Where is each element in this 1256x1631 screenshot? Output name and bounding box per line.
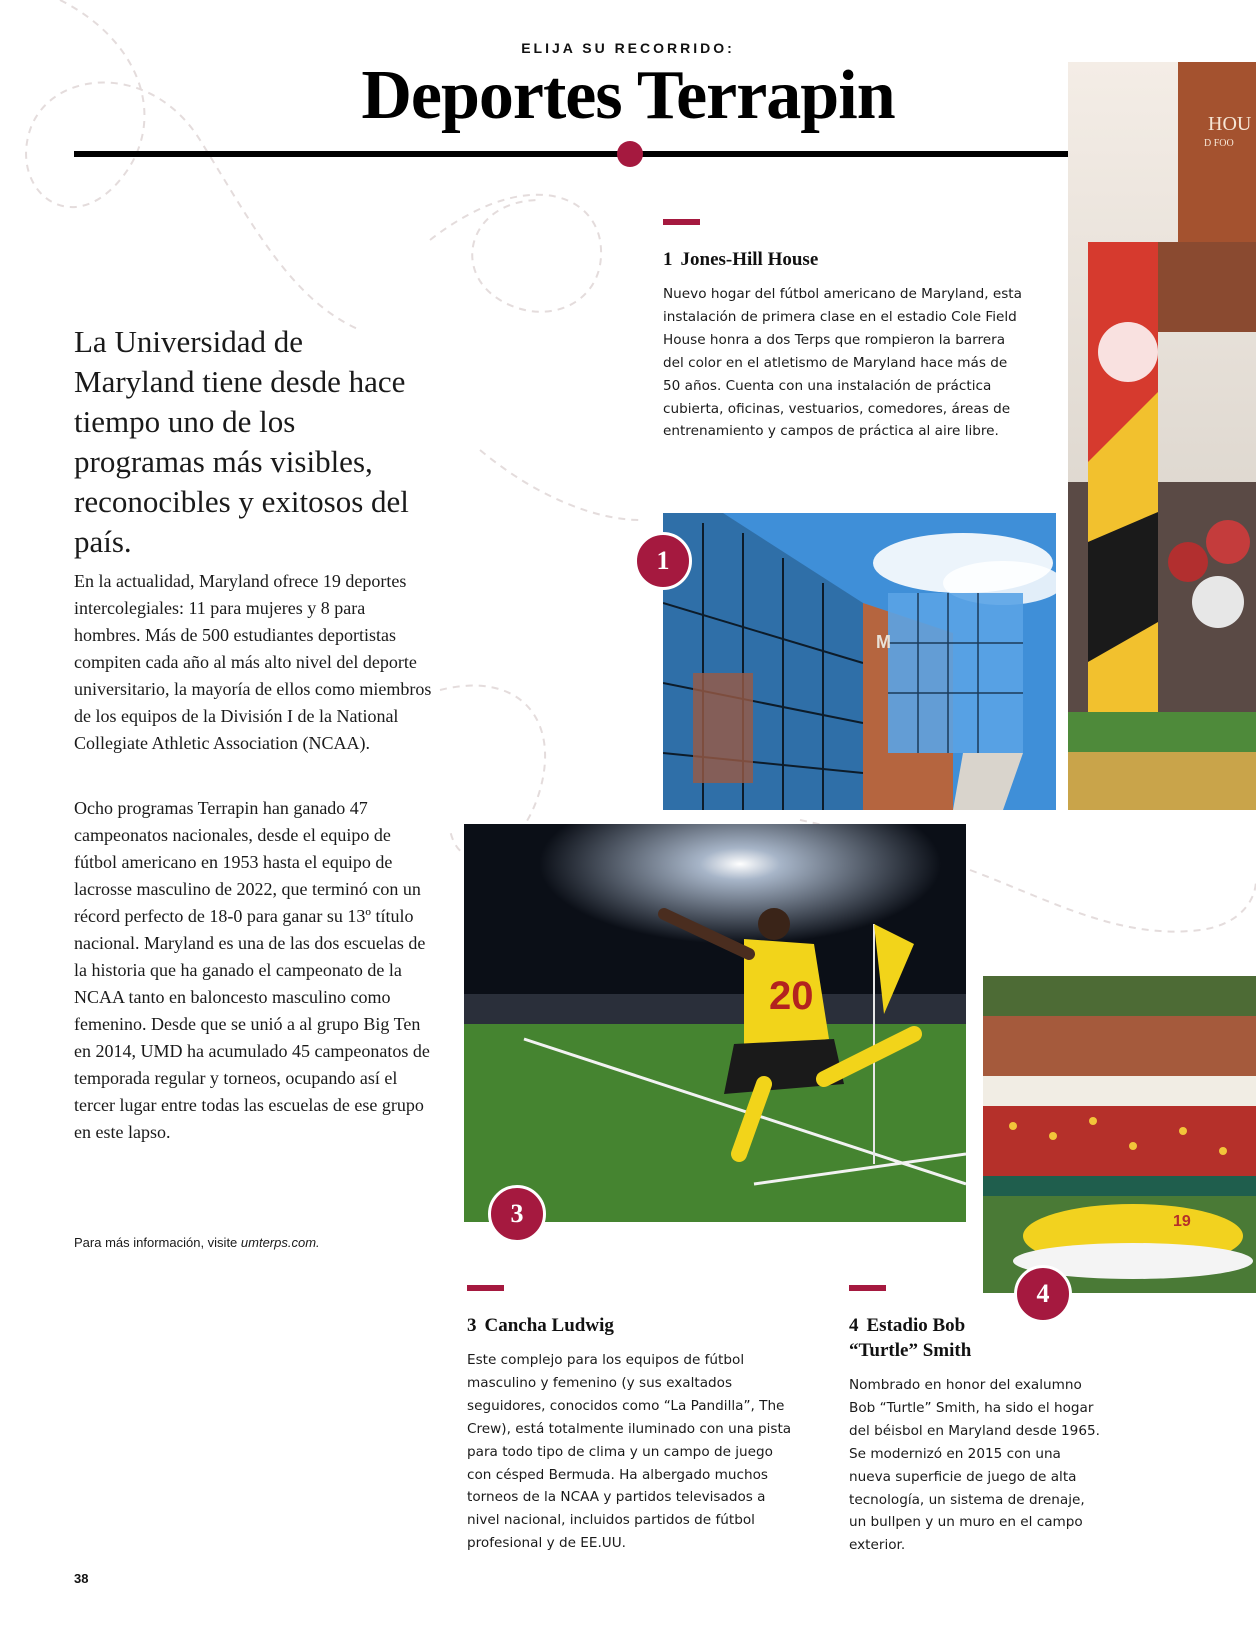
section-4-accent: [849, 1285, 886, 1291]
stadium-sign-text: HOU: [1208, 113, 1252, 135]
more-info-link[interactable]: umterps.com.: [240, 1235, 320, 1250]
intro-lead: La Universidad de Maryland tiene desde hace tiempo uno de los programas más visibles, reconocibles y exitosos del país.: [74, 324, 409, 559]
section-1-title: [663, 247, 1023, 272]
page-number: 38: [74, 1571, 89, 1586]
title-rule-dot: [617, 141, 643, 167]
section-3-name: Cancha Ludwig: [484, 1315, 614, 1336]
baseball-stadium-illustration: [983, 976, 1256, 1293]
section-3-accent: [467, 1285, 504, 1291]
ludwig-field-illustration: [464, 824, 966, 1222]
intro-paragraph-1: En la actualidad, Maryland ofrece 19 deportes intercolegiales: 11 para mujeres y 8 para hombres. Más de 500 estudiantes deportistas compiten cada año al más alto nivel del deporte universitario, la mayoría de ellos como miembros de los equipos de la División I de la National Collegiate Athletic Association (NCAA).: [74, 571, 432, 753]
kicker: ELIJA SU RECORRIDO:: [521, 40, 735, 56]
section-3-title: [467, 1313, 787, 1338]
more-info: [74, 1235, 320, 1250]
stadium-entrance-illustration: [1068, 62, 1256, 810]
section-1-body: Nuevo hogar del fútbol americano de Maryland, esta instalación de primera clase en el estadio Cole Field House honra a dos Terps que rompieron la barrera del color en el atletismo de Maryland hace más de 50 años. Cuenta con una instalación de práctica cubierta, oficinas, vestuarios, comedores, áreas de entrenamiento y campos de práctica al aire libre.: [663, 286, 1022, 440]
soccer-jersey-number: 20: [769, 974, 814, 1018]
title-rule: [74, 151, 1075, 157]
section-3-body: Este complejo para los equipos de fútbol masculino y femenino (y sus exaltados seguidores, conocidos como “La Pandilla”, The Crew), está totalmente iluminado con una pista para todo tipo de clima y un campo de juego con césped Bermuda. Ha albergado muchos torneos de la NCAA y partidos televisados a nivel nacional, incluidos partidos de fútbol profesional y de EE.UU.: [467, 1352, 792, 1552]
intro-paragraph-2: Ocho programas Terrapin han ganado 47 campeonatos nacionales, desde el equipo de fútbol americano en 1953 hasta el equipo de lacrosse masculino de 2022, que terminó con un récord perfecto de 18-0 para ganar su 13º título nacional. Maryland es una de las dos escuelas de la historia que ha ganado el campeonato de la NCAA tanto en baloncesto masculino como femenino. Desde que se unió a al grupo Big Ten en 2014, UMD ha acumulado 45 campeonatos de temporada regular y torneos, ocupando así el tercer lugar entre todas las escuelas de ese grupo en este lapso.: [74, 798, 430, 1142]
photo-bob-smith-stadium: [983, 976, 1256, 1293]
badge-1: 1: [634, 532, 692, 590]
section-4-number: 4: [849, 1315, 859, 1336]
jones-hill-building-illustration: [663, 513, 1056, 810]
section-3-number: 3: [467, 1315, 477, 1336]
stadium-sign-text-2: D FOO: [1204, 138, 1234, 149]
section-1-accent: [663, 219, 700, 225]
section-1-name: Jones-Hill House: [680, 249, 819, 270]
photo-jones-hill-house: [663, 513, 1056, 810]
photo-ludwig-field: [464, 824, 966, 1222]
more-info-prefix: Para más información, visite: [74, 1235, 241, 1250]
section-4-body: Nombrado en honor del exalumno Bob “Turtle” Smith, ha sido el hogar del béisbol en Maryland desde 1965. Se modernizó en 2015 con una nueva superficie de juego de alta tecnología, un sistema de drenaje, un bullpen y un muro en el campo exterior.: [849, 1377, 1100, 1554]
section-4-name: Estadio Bob “Turtle” Smith: [849, 1315, 972, 1361]
baseball-jersey-number: 19: [1173, 1213, 1191, 1230]
building-sign-text: M: [876, 632, 891, 652]
section-1-number: 1: [663, 249, 673, 270]
photo-stadium-entrance: [1068, 62, 1256, 810]
badge-3: 3: [488, 1185, 546, 1243]
badge-4: 4: [1014, 1265, 1072, 1323]
page-title: Deportes Terrapin: [361, 57, 895, 134]
section-4-title: [849, 1313, 1009, 1363]
